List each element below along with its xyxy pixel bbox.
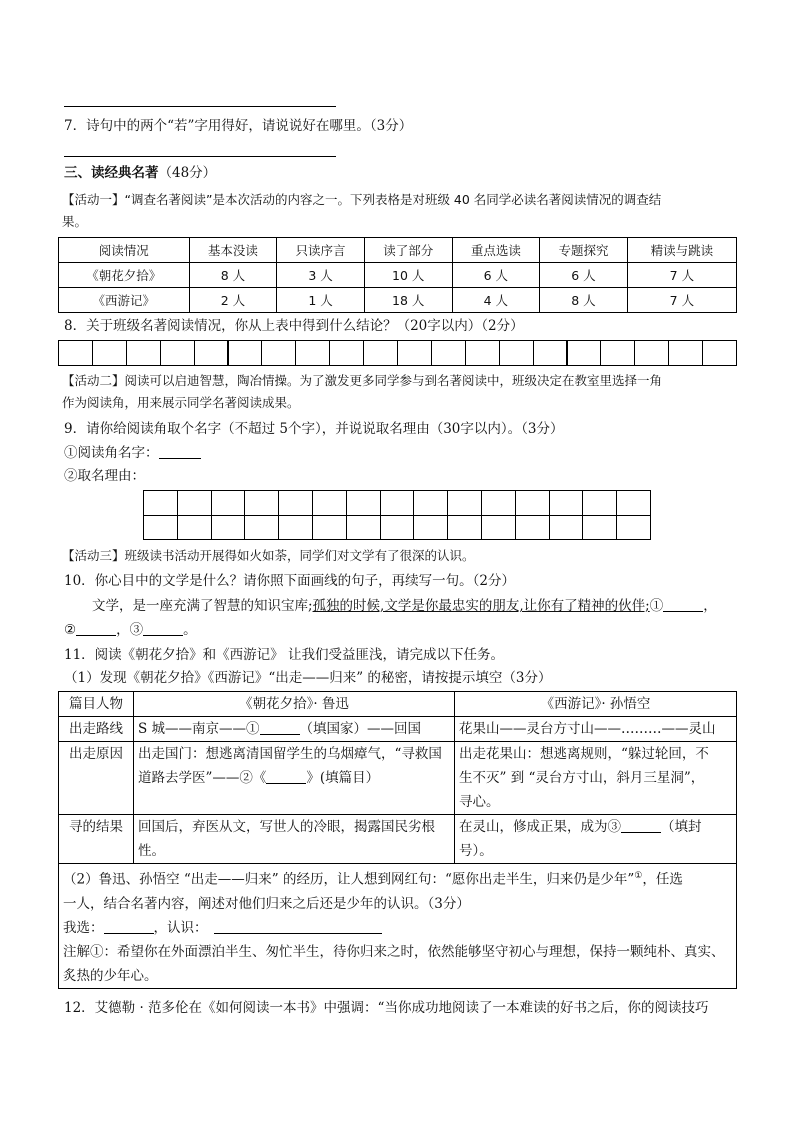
blank-3[interactable] — [621, 818, 661, 833]
grid-cell[interactable] — [668, 340, 703, 366]
survey-cell: 7 人 — [627, 288, 736, 313]
task-row-route — [59, 717, 737, 742]
choose-blank[interactable] — [104, 919, 154, 934]
grid-cell[interactable] — [413, 490, 448, 516]
reason-a-line1: 出走国门：想逃离清国留学生的乌烟瘴气，“寻救国 — [138, 746, 442, 762]
grid-cell[interactable] — [228, 340, 263, 366]
survey-cell: 《西游记》 — [59, 288, 190, 313]
grid-cell[interactable] — [312, 515, 347, 541]
grid-cell[interactable] — [533, 340, 568, 366]
reason-a-line2 — [138, 766, 450, 790]
survey-cell: 2 人 — [189, 288, 277, 313]
activity-3: 【活动三】班级读书活动开展得如火如荼，同学们对文学有了很深的认识。 — [62, 548, 475, 563]
task-row-sub2 — [59, 864, 737, 989]
survey-cell: 10 人 — [364, 263, 452, 288]
grid-cell[interactable] — [431, 340, 466, 366]
q9-name-label: ①阅读角名字： — [64, 445, 159, 461]
grid-cell[interactable] — [244, 515, 279, 541]
section-3-heading — [64, 163, 216, 183]
grid-cell[interactable] — [363, 340, 398, 366]
survey-cell: 4 人 — [452, 288, 540, 313]
answer-line-q7[interactable] — [64, 156, 336, 157]
grid-cell[interactable] — [616, 515, 651, 541]
route-a-pre: S 城——南京——① — [138, 721, 260, 737]
answer-grid-q9[interactable] — [143, 490, 651, 540]
task-cell: 花果山——灵台方寸山——………——灵山 — [455, 717, 737, 742]
view-blank[interactable] — [214, 919, 382, 934]
survey-row — [59, 288, 737, 313]
task-row-reason — [59, 742, 737, 815]
answer-grid-q8[interactable] — [58, 340, 737, 366]
result-b-post: （填封 — [661, 819, 702, 835]
section-3-title: 三、读经典名著 — [64, 165, 159, 181]
survey-header: 专题探究 — [540, 238, 628, 263]
sub2-pre: （2）鲁迅、孙悟空 “出走——归来” 的经历，让人想到网红句：“愿你出走半生，归来仍是少年” — [63, 871, 635, 888]
q10-blank-3[interactable] — [143, 621, 183, 636]
survey-header: 阅读情况 — [59, 238, 190, 263]
grid-cell[interactable] — [346, 490, 381, 516]
grid-cell[interactable] — [582, 515, 617, 541]
grid-cell[interactable] — [143, 515, 178, 541]
blank-1[interactable] — [260, 720, 300, 735]
grid-cell[interactable] — [160, 340, 195, 366]
route-a-post: （填国家）——回国 — [299, 721, 422, 737]
grid-cell[interactable] — [481, 490, 516, 516]
survey-cell: 18 人 — [364, 288, 452, 313]
reason-b-line2: 生不灭” 到 “灵台方寸山，斜月三星洞”， — [459, 770, 705, 786]
task-table — [58, 691, 737, 989]
grid-cell[interactable] — [58, 340, 93, 366]
grid-cell[interactable] — [278, 490, 313, 516]
reason-a-post: 》(填篇目） — [306, 770, 380, 786]
grid-cell[interactable] — [126, 340, 161, 366]
survey-cell: 《朝花夕拾》 — [59, 263, 190, 288]
task-header: 篇目人物 — [59, 692, 134, 717]
result-b-line2: 号）。 — [459, 843, 493, 859]
grid-cell[interactable] — [211, 515, 246, 541]
question-11: 11．阅读《朝花夕拾》和《西游记》 让我们受益匪浅，请完成以下任务。 — [64, 647, 504, 663]
blank-2[interactable] — [266, 769, 306, 784]
task-cell — [134, 742, 455, 815]
grid-cell[interactable] — [499, 340, 534, 366]
grid-cell[interactable] — [346, 515, 381, 541]
survey-cell: 8 人 — [540, 288, 628, 313]
survey-header: 只读序言 — [277, 238, 365, 263]
result-b-pre: 在灵山，修成正果，成为③ — [459, 819, 621, 835]
survey-header: 重点选读 — [452, 238, 540, 263]
q10-para-start: 文学，是一座充满了智慧的知识宝库; — [92, 598, 313, 614]
q10-mark-1: ① — [649, 598, 664, 614]
survey-cell: 6 人 — [452, 263, 540, 288]
section-3-score: （48分） — [158, 165, 217, 181]
task-row-label: 寻的结果 — [59, 815, 134, 864]
note-line2: 炙热的少年心。 — [63, 967, 158, 984]
q9-reason-label: ②取名理由： — [64, 468, 145, 484]
survey-row — [59, 263, 737, 288]
grid-cell[interactable] — [177, 515, 212, 541]
grid-cell[interactable] — [515, 490, 550, 516]
footnote-mark: ① — [634, 871, 643, 881]
q10-blank-1[interactable] — [663, 597, 703, 612]
grid-cell[interactable] — [549, 490, 584, 516]
grid-cell[interactable] — [634, 340, 669, 366]
task-row-label: 出走路线 — [59, 717, 134, 742]
grid-cell[interactable] — [380, 490, 415, 516]
survey-cell: 1 人 — [277, 288, 365, 313]
grid-cell[interactable] — [447, 515, 482, 541]
grid-cell[interactable] — [567, 340, 602, 366]
survey-cell: 6 人 — [540, 263, 628, 288]
sub2-post: ，任选 — [642, 871, 683, 888]
question-9: 9．请你给阅读角取个名字（不超过 5个字），并说说取名理由（30字以内）。（3分） — [64, 421, 564, 437]
survey-header: 读了部分 — [364, 238, 452, 263]
choose-label: 我选： — [63, 919, 104, 936]
grid-cell[interactable] — [397, 340, 432, 366]
task-header-row — [59, 692, 737, 717]
grid-cell[interactable] — [261, 340, 296, 366]
answer-line-q6[interactable] — [64, 106, 336, 107]
q9-name-row — [64, 443, 201, 463]
grid-cell[interactable] — [278, 515, 313, 541]
grid-cell[interactable] — [447, 490, 482, 516]
q10-mark-2: ② — [64, 622, 77, 638]
question-10: 10．你心目中的文学是什么？请你照下面画线的句子，再续写一句。（2分） — [64, 573, 516, 589]
note-line1: 注解①：希望你在外面漂泊半生、匆忙半生，待你归来之时，依然能够坚守初心与理想，保持一颗纯朴、真实、 — [63, 943, 725, 960]
activity-1-line2: 果。 — [62, 214, 88, 229]
task-cell — [134, 717, 455, 742]
activity-2-line2: 作为阅读角，用来展示同学名著阅读成果。 — [62, 395, 300, 410]
q10-sep: ， — [703, 598, 717, 614]
grid-cell[interactable] — [582, 490, 617, 516]
grid-cell[interactable] — [616, 490, 651, 516]
reason-b-line3: 寻心。 — [459, 794, 500, 810]
survey-cell: 7 人 — [627, 263, 736, 288]
grid-cell[interactable] — [92, 340, 127, 366]
q10-end: 。 — [183, 622, 197, 638]
q10-sep: ， — [116, 622, 130, 638]
activity-2-line1: 【活动二】阅读可以启迪智慧，陶冶情操。为了激发更多同学参与到名著阅读中，班级决定在教室里选择一角 — [62, 373, 663, 388]
task-sub2-cell — [59, 864, 737, 989]
q9-name-blank[interactable] — [159, 444, 201, 459]
grid-cell[interactable] — [549, 515, 584, 541]
grid-cell[interactable] — [244, 490, 279, 516]
task-header: 《西游记》· 孙悟空 — [455, 692, 737, 717]
survey-header: 基本没读 — [189, 238, 277, 263]
task-header: 《朝花夕拾》· 鲁迅 — [134, 692, 455, 717]
sub2-line2: 一人，结合名著内容，阐述对他们归来之后还是少年的认识。（3分） — [63, 895, 470, 912]
task-cell — [455, 815, 737, 864]
task-cell: 回国后，弃医从文，写世人的冷眼，揭露国民劣根性。 — [134, 815, 455, 864]
grid-cell[interactable] — [515, 515, 550, 541]
reason-a-pre: 道路去学医”——②《 — [138, 770, 267, 786]
q10-blank-2[interactable] — [76, 621, 116, 636]
sub2-answer-row — [63, 916, 732, 940]
grid-cell[interactable] — [465, 340, 500, 366]
grid-cell[interactable] — [143, 490, 178, 516]
task-row-label: 出走原因 — [59, 742, 134, 815]
q11-sub1: （1）发现《朝花夕拾》《西游记》“出走——归来” 的秘密，请按提示填空（3分） — [64, 670, 552, 686]
q10-paragraph — [92, 596, 717, 616]
view-label: ，认识： — [153, 919, 208, 936]
grid-cell[interactable] — [413, 515, 448, 541]
grid-cell[interactable] — [481, 515, 516, 541]
grid-cell[interactable] — [380, 515, 415, 541]
grid-cell[interactable] — [329, 340, 364, 366]
survey-header: 精读与跳读 — [627, 238, 736, 263]
question-8: 8．关于班级名著阅读情况，你从上表中得到什么结论？（20字以内）（2分） — [64, 318, 524, 334]
sub2-line1 — [63, 864, 732, 892]
q10-paragraph-line2 — [64, 620, 197, 640]
grid-cell[interactable] — [295, 340, 330, 366]
task-cell — [455, 742, 737, 815]
grid-cell[interactable] — [177, 490, 212, 516]
grid-cell[interactable] — [194, 340, 229, 366]
q10-para-underlined: 孤独的时候,文学是你最忠实的朋友,让你有了精神的伙伴; — [312, 598, 650, 614]
grid-cell[interactable] — [702, 340, 737, 366]
survey-table — [58, 237, 737, 313]
grid-cell[interactable] — [600, 340, 635, 366]
result-b-line1 — [459, 815, 732, 839]
grid-cell[interactable] — [312, 490, 347, 516]
survey-cell: 8 人 — [189, 263, 277, 288]
activity-1-line1: 【活动一】“调查名著阅读”是本次活动的内容之一。下列表格是对班级 40 名同学必读名著阅读情况的调查结 — [62, 192, 662, 207]
question-7: 7．诗句中的两个“若”字用得好，请说说好在哪里。（3分） — [64, 118, 413, 134]
grid-cell[interactable] — [211, 490, 246, 516]
survey-cell: 3 人 — [277, 263, 365, 288]
survey-header-row — [59, 238, 737, 263]
question-12: 12．艾德勒 · 范多伦在《如何阅读一本书》中强调：“当你成功地阅读了一本难读的好书之后，你的阅读技巧 — [64, 1000, 709, 1016]
q10-mark-3: ③ — [129, 622, 144, 638]
task-row-result — [59, 815, 737, 864]
reason-b-line1: 出走花果山：想逃离规则，“躲过轮回，不 — [459, 746, 709, 762]
